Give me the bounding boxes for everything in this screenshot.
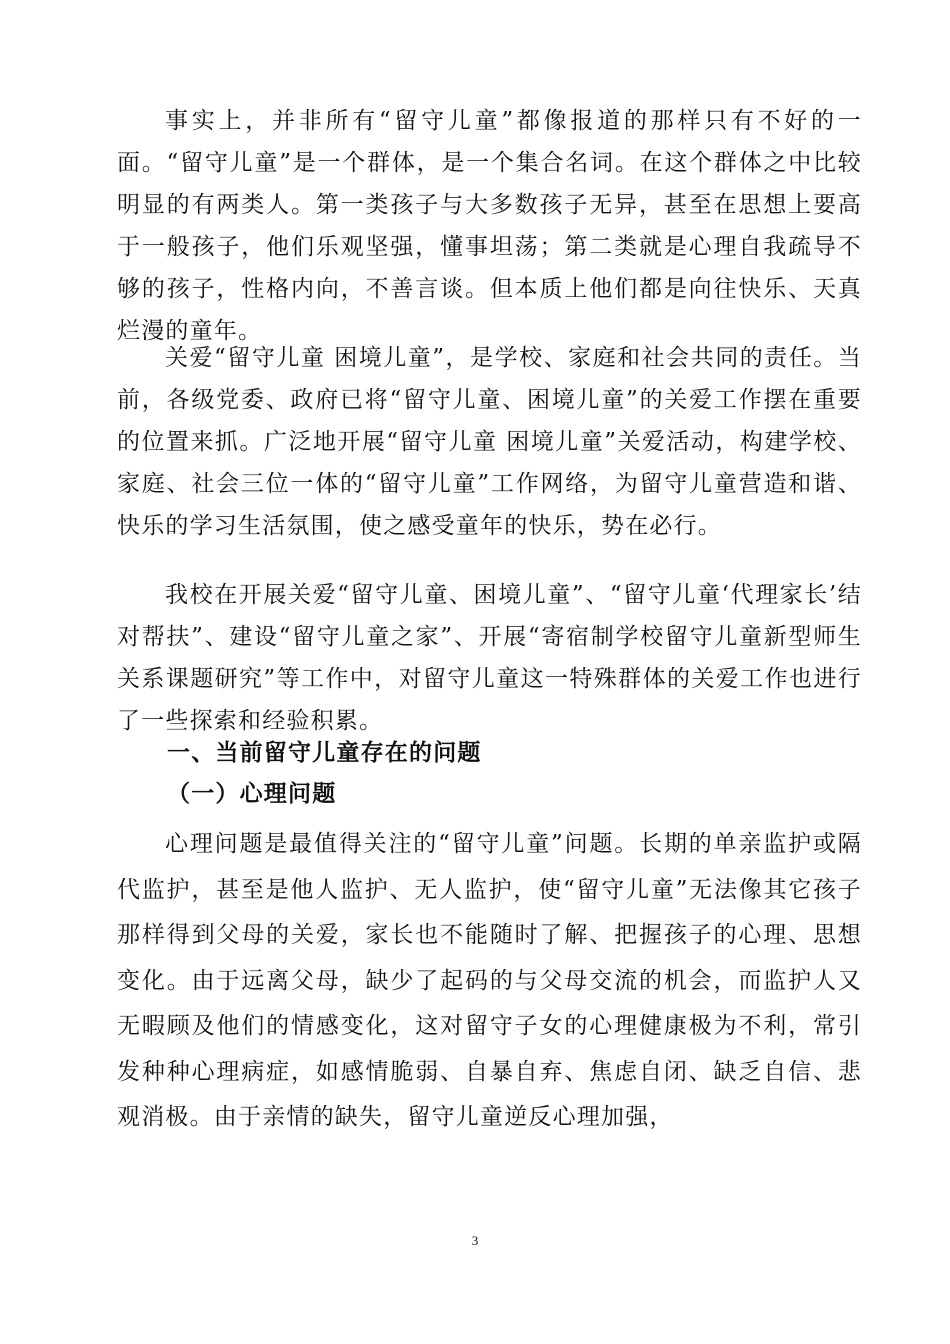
subsection-heading: （一）心理问题 [167,781,337,807]
section-heading: 一、当前留守儿童存在的问题 [167,740,482,766]
body-paragraph-1: 事实上，并非所有“留守儿童”都像报道的那样只有不好的一面。“留守儿童”是一个群体，是一个集合名词。在这个群体之中比较明显的有两类人。第一类孩子与大多数孩子无异，甚至在思想上要高于一般孩子，他们乐观坚强，懂事坦荡；第二类就是心理自我疏导不够的孩子，性格内向，不善言谈。但本质上他们都是向往快乐、天真烂漫的童年。 [117,108,862,344]
body-paragraph-2: 关爱“留守儿童 困境儿童”，是学校、家庭和社会共同的责任。当前，各级党委、政府已将“留守儿童、困境儿童”的关爱工作摆在重要的位置来抓。广泛地开展“留守儿童 困境儿童”关爱活动，构建学校、家庭、社会三位一体的“留守儿童”工作网络，为留守儿童营造和谐、快乐的学习生活氛围，使之感受童年的快乐，势在必行。 [117,345,862,539]
page-number: 3 [471,1233,479,1248]
body-paragraph-3: 我校在开展关爱“留守儿童、困境儿童”、“留守儿童‘代理家长’结对帮扶”、建设“留守儿童之家”、开展“寄宿制学校留守儿童新型师生关系课题研究”等工作中，对留守儿童这一特殊群体的关爱工作也进行了一些探索和经验积累。 [117,582,862,734]
section-body-paragraph: 心理问题是最值得关注的“留守儿童”问题。长期的单亲监护或隔代监护，甚至是他人监护、无人监护，使“留守儿童”无法像其它孩子那样得到父母的关爱，家长也不能随时了解、把握孩子的心理、思想变化。由于远离父母，缺少了起码的与父母交流的机会，而监护人又无暇顾及他们的情感变化，这对留守子女的心理健康极为不利，常引发种种心理病症，如感情脆弱、自暴自弃、焦虑自闭、缺乏自信、悲观消极。由于亲情的缺失，留守儿童逆反心理加强， [117,831,862,1130]
